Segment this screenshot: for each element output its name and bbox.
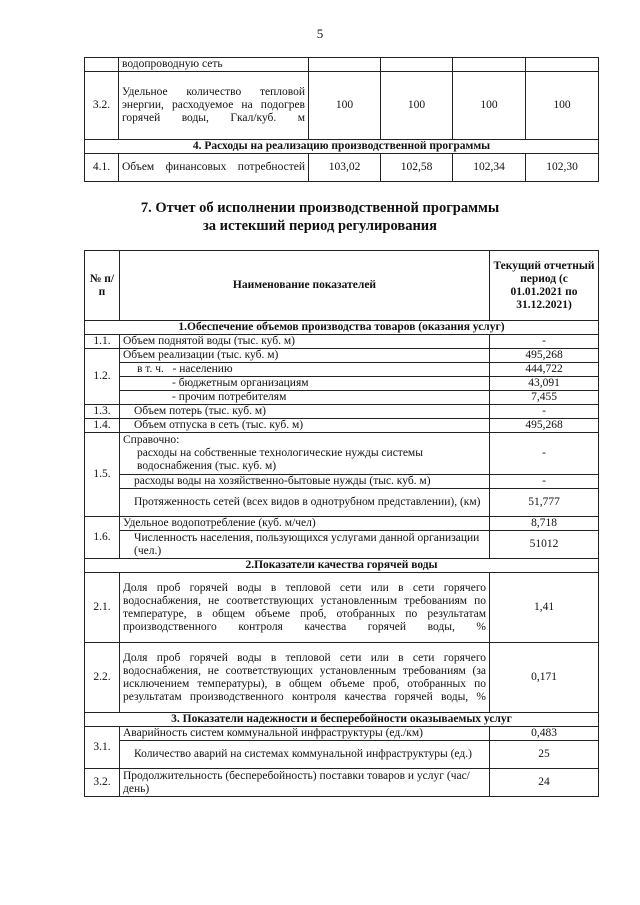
cell-value: 8,718 [490,517,599,531]
table-row [85,391,599,405]
cell-value: 43,091 [490,377,599,391]
cell-num: 4.1. [85,154,119,182]
cell-num: 1.3. [85,405,120,419]
cell-name: Доля проб горячей воды в тепловой сети или в сети горячего водоснабжения, не соответствующих установленным требованиям (за исключением температуры), в общем объеме проб, отобранных по результатам производственного контроля качества горячей воды, % [120,643,490,713]
cell-num: 2.1. [85,573,120,643]
cell-num: 3.1. [85,727,120,769]
header-row [85,251,599,321]
cell-value: 100 [309,72,381,140]
table-row [85,349,599,363]
table-row [85,741,599,769]
table-row [85,517,599,531]
cell-name: расходы воды на хозяйственно-бытовые нужды (тыс. куб. м) [120,475,490,489]
cell-value: 102,30 [526,154,599,182]
cell-value: 100 [453,72,526,140]
cell-value: 100 [381,72,453,140]
table-row [85,72,599,140]
section-row [85,321,599,335]
cell-num: 3.2. [85,769,120,797]
section-heading [0,199,640,235]
cell-name: - бюджетным организациям [120,377,490,391]
ref-label: Справочно: [123,434,180,446]
cell-name: Продолжительность (бесперебойность) поставки товаров и услуг (час/день) [120,769,490,797]
cell-num: 1.4. [85,419,120,433]
cell-value: 0,171 [490,643,599,713]
cell-value: 102,58 [381,154,453,182]
cell-value: 1,41 [490,573,599,643]
cell-value: - [490,335,599,349]
header-name: Наименование показателей [120,251,490,321]
cell-name [120,433,490,475]
cell-value: 102,34 [453,154,526,182]
cell-value: 51012 [490,531,599,559]
cell-name: Аварийность систем коммунальной инфраструктуры (ед./км) [120,727,490,741]
cell-value: 0,483 [490,727,599,741]
cell-name: Протяженность сетей (всех видов в однотрубном представлении), (км) [120,489,490,517]
heading-line1: 7. Отчет об исполнении производственной программы [140,200,500,216]
cell-value: 444,722 [490,363,599,377]
table-row [85,419,599,433]
cell-num: 1.2. [85,349,120,405]
table-row [85,643,599,713]
section-title: 1.Обеспечение объемов производства товаров (оказания услуг) [85,321,599,335]
cell-value: 24 [490,769,599,797]
table-row [85,489,599,517]
cell-value: 25 [490,741,599,769]
section-row [85,140,599,154]
cell-name: Объем потерь (тыс. куб. м) [120,405,490,419]
cell-name: Объем поднятой воды (тыс. куб. м) [120,335,490,349]
cell-name: Удельное количество тепловой энергии, расходуемое на подогрев горячей воды, Гкал/куб. м [119,72,309,140]
cell-name: - прочим потребителям [120,391,490,405]
section-title: 3. Показатели надежности и бесперебойности оказываемых услуг [85,713,599,727]
heading-line2: за истекший период регулирования [202,218,438,234]
cell-value: - [490,433,599,475]
cell-num: 1.5. [85,433,120,517]
cell-num: 1.6. [85,517,120,559]
table-row [85,727,599,741]
table-row [85,433,599,475]
cell-name: Объем реализации (тыс. куб. м) [120,349,490,363]
table-row [85,363,599,377]
cell-value: 100 [526,72,599,140]
table-row [85,573,599,643]
cell-name: Доля проб горячей воды в тепловой сети или в сети горячего водоснабжения, не соответствующих установленным требованиям по температуре, в общем объеме проб, отобранных по результатам производственного контроля качества горячей воды, % [120,573,490,643]
cell-value: 495,268 [490,419,599,433]
table-row [85,769,599,797]
section-row [85,713,599,727]
cell-value: 51,777 [490,489,599,517]
cell-value: - [490,475,599,489]
prefix-label: в т. ч. [137,363,164,375]
section-row [85,559,599,573]
cell-value: 7,455 [490,391,599,405]
section-title: 2.Показатели качества горячей воды [85,559,599,573]
table-row [85,154,599,182]
cell-name [120,363,490,377]
section-title: 4. Расходы на реализацию производственной программы [85,140,599,154]
top-table [84,57,599,182]
cell-value: - [490,405,599,419]
ref-text: расходы на собственные технологические нужды системы водоснабжения (тыс. куб. м) [137,447,423,472]
cell-name: Объем финансовых потребностей [119,154,309,182]
report-table [84,250,599,797]
table-row [85,335,599,349]
table-row [85,377,599,391]
cell-num: 2.2. [85,643,120,713]
table-row [85,475,599,489]
header-num: № п/п [85,251,120,321]
cell-value: 103,02 [309,154,381,182]
table-row [85,531,599,559]
header-period: Текущий отчетный период (с 01.01.2021 по 31.12.2021) [490,251,599,321]
cell-num: 3.2. [85,72,119,140]
cell-value: 495,268 [490,349,599,363]
cell-name: Численность населения, пользующихся услугами данной организации (чел.) [120,531,490,559]
table-row [85,58,599,72]
page-number: 5 [316,26,324,41]
cell-name: Удельное водопотребление (куб. м/чел) [120,517,490,531]
sub-label: - населению [172,363,233,375]
cell-name: водопроводную сеть [119,58,309,72]
cell-name: Объем отпуска в сеть (тыс. куб. м) [120,419,490,433]
cell-num: 1.1. [85,335,120,349]
table-row [85,405,599,419]
cell-name: Количество аварий на системах коммунальной инфраструктуры (ед.) [120,741,490,769]
